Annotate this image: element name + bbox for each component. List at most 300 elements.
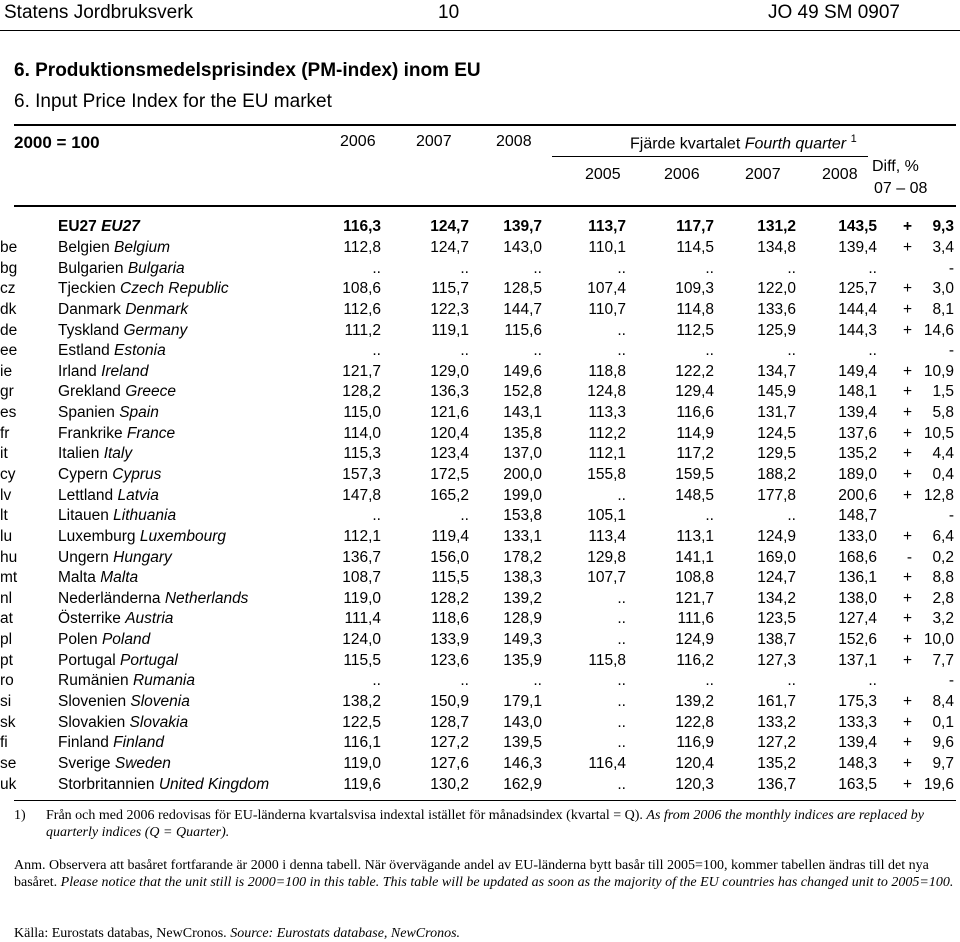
annual-2008-value: 146,3 <box>503 754 542 772</box>
country-code: cz <box>0 280 16 298</box>
annual-2007-value: .. <box>460 507 469 525</box>
q4-2005-value: .. <box>617 342 626 360</box>
diff-sign: + <box>902 775 912 793</box>
table-row <box>0 217 954 238</box>
country-name <box>58 341 331 362</box>
diff-value: 6,4 <box>932 527 954 545</box>
q4-2008-value: 127,4 <box>838 610 877 628</box>
country-name-swedish: Sverige <box>58 754 111 772</box>
q4-2007-value: 136,7 <box>757 775 796 793</box>
q4-2007-value: 161,7 <box>757 693 796 711</box>
diff-value: 9,6 <box>932 734 954 752</box>
q4-2007-value: 127,2 <box>757 734 796 752</box>
annual-2006-value: 112,6 <box>343 300 381 318</box>
q4-2008-value: 149,4 <box>838 362 877 380</box>
quarter-year-2007: 2007 <box>745 166 781 183</box>
q4-2007-value: 188,2 <box>757 466 796 483</box>
annual-2008-value: 153,8 <box>503 507 542 525</box>
diff-value: 2,8 <box>932 589 954 607</box>
country-name-swedish: Italien <box>58 445 100 463</box>
q4-2008-value: .. <box>868 259 877 277</box>
q4-2008-value: 148,1 <box>838 383 877 401</box>
country-name <box>58 568 331 589</box>
annual-2008-value: .. <box>533 259 542 277</box>
q4-2005-value: .. <box>617 259 626 277</box>
country-code <box>0 217 58 238</box>
header-bottom-rule <box>14 205 956 207</box>
annual-2007-value: 128,7 <box>430 713 469 731</box>
annual-2006-value: 115,0 <box>343 404 381 422</box>
diff-sign: + <box>902 383 912 401</box>
q4-2006-value: 129,4 <box>675 383 714 401</box>
table-row <box>0 630 954 651</box>
annual-2006-value: .. <box>372 672 381 690</box>
q4-2005-value: .. <box>617 734 626 752</box>
country-name-english: Latvia <box>117 486 159 504</box>
diff-sign: + <box>902 527 912 545</box>
diff-sign: + <box>902 610 912 628</box>
quarter-heading-swedish: Fjärde kvartalet <box>630 135 741 153</box>
country-name <box>58 547 331 568</box>
q4-2005-value: 113,3 <box>588 404 626 422</box>
annual-2007-value: 165,2 <box>430 486 469 504</box>
diff-sign: + <box>902 466 912 483</box>
footnote-text-swedish: Från och med 2006 redovisas för EU-länderna kvartalsvisa indextal istället för månadsindex (kvartal = Q). <box>46 808 643 823</box>
country-name-swedish: Storbritannien <box>58 775 155 793</box>
country-name-english: Sweden <box>114 754 171 772</box>
footnote-1 <box>14 807 958 841</box>
country-name <box>58 258 331 279</box>
annual-2007-value: 133,9 <box>430 631 469 649</box>
annual-2007-value: 172,5 <box>430 466 469 483</box>
diff-sign: + <box>902 754 912 772</box>
country-name-english: Malta <box>100 569 139 587</box>
q4-2008-value: 168,6 <box>838 548 877 566</box>
annual-2008-value: 143,0 <box>503 238 542 256</box>
q4-2007-value: .. <box>787 259 796 277</box>
country-name-swedish: Slovenien <box>58 693 127 711</box>
annual-2008-value: 178,2 <box>503 548 542 566</box>
q4-2008-value: 148,7 <box>838 507 877 525</box>
q4-2008-value: 144,3 <box>838 321 877 339</box>
quarter-year-2008: 2008 <box>822 166 858 183</box>
diff-sign <box>877 258 912 279</box>
table-row <box>0 341 954 362</box>
q4-2005-value: .. <box>617 775 626 793</box>
country-name-swedish: Grekland <box>58 383 121 401</box>
diff-value: 3,0 <box>932 280 954 298</box>
annual-2008-value: 179,1 <box>503 693 542 711</box>
country-code: se <box>0 754 17 772</box>
country-code: ee <box>0 342 18 360</box>
table-row <box>0 547 954 568</box>
diff-value: - <box>948 342 954 360</box>
annual-2007-value: 150,9 <box>430 693 469 711</box>
q4-2006-value: 148,5 <box>675 486 714 504</box>
diff-value: 10,5 <box>923 424 954 442</box>
country-name-english: Cyprus <box>112 466 162 483</box>
q4-2005-value: .. <box>617 672 626 690</box>
diff-sign: + <box>902 713 912 731</box>
country-name-swedish: Finland <box>58 734 109 752</box>
q4-2006-value: 117,2 <box>676 445 714 463</box>
annual-2008-value: 135,8 <box>503 424 542 442</box>
table-row <box>0 692 954 713</box>
country-name <box>58 650 331 671</box>
header-report-code: JO 49 SM 0907 <box>767 2 900 23</box>
annual-2006-value: 115,5 <box>343 651 381 669</box>
table-row <box>0 589 954 610</box>
q4-2005-value: 115,8 <box>588 651 626 669</box>
country-name <box>58 485 331 506</box>
annual-2007-value: 115,7 <box>431 280 469 298</box>
country-name-english: Portugal <box>120 651 178 669</box>
annual-2006-value: .. <box>372 342 381 360</box>
q4-2008-value: 133,0 <box>838 527 877 545</box>
country-name-swedish: Ungern <box>58 548 109 566</box>
diff-value: 14,6 <box>923 321 954 339</box>
country-name-swedish: Tjeckien <box>58 280 116 298</box>
country-name <box>58 423 331 444</box>
country-name-english: Greece <box>125 383 177 401</box>
q4-2008-value: 135,2 <box>838 445 877 463</box>
diff-sign: + <box>902 362 912 380</box>
diff-value: 0,4 <box>932 466 954 483</box>
country-name-english: EU27 <box>101 218 140 236</box>
country-code: dk <box>0 300 17 318</box>
table-bottom-rule <box>14 800 956 801</box>
price-index-table <box>0 217 954 795</box>
table-row <box>0 403 954 424</box>
diff-value: 8,8 <box>932 569 954 587</box>
q4-2006-value: 122,2 <box>675 362 714 380</box>
annual-2006-value: 157,3 <box>342 466 381 483</box>
diff-sign: + <box>902 631 912 649</box>
diff-value: 10,9 <box>923 362 954 380</box>
q4-2006-value: 113,1 <box>676 527 714 545</box>
diff-sign <box>877 341 912 362</box>
annual-year-2008: 2008 <box>496 133 532 150</box>
q4-2007-value: 131,7 <box>757 404 796 422</box>
annual-2006-value: .. <box>372 507 381 525</box>
annual-2008-value: 139,5 <box>503 734 542 752</box>
annual-2006-value: 111,2 <box>344 321 381 339</box>
q4-2006-value: 108,8 <box>675 569 714 587</box>
q4-2006-value: 120,4 <box>675 754 714 772</box>
diff-value: 0,2 <box>932 548 954 566</box>
q4-2007-value: .. <box>787 672 796 690</box>
q4-2005-value: 105,1 <box>587 507 626 525</box>
annual-2007-value: 119,1 <box>431 321 469 339</box>
annual-2006-value: 115,3 <box>343 445 381 463</box>
q4-2008-value: 139,4 <box>838 734 877 752</box>
diff-value: 8,1 <box>932 300 954 318</box>
annual-2008-value: 139,7 <box>503 218 542 236</box>
country-code: sk <box>0 713 16 731</box>
q4-2008-value: 163,5 <box>838 775 877 793</box>
table-row <box>0 423 954 444</box>
country-code: es <box>0 404 17 422</box>
country-name-swedish: Litauen <box>58 507 109 525</box>
country-name-english: Denmark <box>125 300 189 318</box>
table-row <box>0 238 954 259</box>
diff-value: 4,4 <box>932 445 954 463</box>
annual-2008-value: 115,6 <box>504 321 542 339</box>
country-name <box>58 465 331 486</box>
q4-2008-value: .. <box>868 672 877 690</box>
country-name <box>58 506 331 527</box>
table-row <box>0 650 954 671</box>
annual-2006-value: 112,8 <box>343 238 381 256</box>
annual-2007-value: .. <box>460 259 469 277</box>
q4-2007-value: 124,7 <box>757 569 796 587</box>
quarter-heading-english: Fourth quarter <box>744 135 847 153</box>
q4-2007-value: 125,9 <box>757 321 796 339</box>
annual-2007-value: .. <box>460 342 469 360</box>
country-name-swedish: Belgien <box>58 238 110 256</box>
q4-2006-value: .. <box>705 507 714 525</box>
annual-2006-value: 138,2 <box>342 693 381 711</box>
annual-2008-value: 133,1 <box>503 527 542 545</box>
q4-2006-value: 112,5 <box>676 321 714 339</box>
diff-value: 9,3 <box>932 218 954 236</box>
annual-2006-value: 147,8 <box>342 486 381 504</box>
annual-2008-value: 135,9 <box>503 651 542 669</box>
diff-value: 5,8 <box>932 404 954 422</box>
q4-2006-value: 124,9 <box>675 631 714 649</box>
diff-value: - <box>948 507 954 525</box>
q4-2005-value: 113,4 <box>588 527 626 545</box>
diff-value: 9,7 <box>932 754 954 772</box>
annual-2006-value: 116,1 <box>343 734 381 752</box>
country-code: bg <box>0 259 18 277</box>
country-code: nl <box>0 589 13 607</box>
annual-2007-value: 130,2 <box>430 775 469 793</box>
country-name-swedish: Cypern <box>58 466 108 483</box>
country-name-english: Poland <box>101 631 151 649</box>
country-name-swedish: Tyskland <box>58 321 120 339</box>
diff-value: 8,4 <box>932 693 954 711</box>
country-code: pl <box>0 631 13 649</box>
country-code: at <box>0 610 13 628</box>
quarter-subheader-rule <box>552 156 868 157</box>
annual-2008-value: 128,9 <box>503 610 542 628</box>
annual-2006-value: 119,0 <box>343 754 381 772</box>
country-code: de <box>0 321 18 339</box>
diff-sign: + <box>902 486 912 504</box>
q4-2007-value: 124,9 <box>757 527 796 545</box>
annual-2006-value: 108,6 <box>342 280 381 298</box>
country-name-swedish: Lettland <box>58 486 114 504</box>
table-row <box>0 444 954 465</box>
diff-sign: + <box>902 445 912 463</box>
diff-value: 19,6 <box>923 775 954 793</box>
q4-2005-value: .. <box>617 486 626 504</box>
diff-value: 0,1 <box>932 713 954 731</box>
annual-2007-value: 156,0 <box>430 548 469 566</box>
annual-2008-value: 199,0 <box>503 486 542 504</box>
q4-2007-value: 138,7 <box>757 631 796 649</box>
country-name-swedish: Irland <box>58 362 97 380</box>
q4-2008-value: 143,5 <box>838 218 877 236</box>
diff-sign: + <box>902 300 912 318</box>
country-name-swedish: Nederländerna <box>58 589 161 607</box>
table-row <box>0 527 954 548</box>
q4-2008-value: 189,0 <box>838 466 877 483</box>
q4-2005-value: .. <box>617 321 626 339</box>
q4-2005-value: 110,7 <box>588 300 626 318</box>
q4-2006-value: 114,8 <box>676 300 714 318</box>
table-row <box>0 712 954 733</box>
q4-2007-value: 145,9 <box>757 383 796 401</box>
country-name-swedish: Polen <box>58 631 98 649</box>
country-name <box>58 630 331 651</box>
q4-2005-value: 107,7 <box>587 569 626 587</box>
table-row <box>0 568 954 589</box>
country-name <box>58 403 331 424</box>
country-name <box>58 692 331 713</box>
q4-2006-value: 139,2 <box>675 693 714 711</box>
q4-2005-value: .. <box>617 589 626 607</box>
footnote-body <box>46 807 958 841</box>
annual-2006-value: 111,4 <box>344 610 381 628</box>
country-name <box>58 300 331 321</box>
q4-2006-value: 121,7 <box>675 589 714 607</box>
q4-2008-value: 175,3 <box>838 693 877 711</box>
country-code: ie <box>0 362 13 380</box>
annual-2007-value: 124,7 <box>430 238 469 256</box>
country-name-english: Belgium <box>114 238 171 256</box>
header-divider <box>0 30 960 31</box>
q4-2006-value: 117,7 <box>676 218 714 236</box>
q4-2008-value: 137,6 <box>838 424 877 442</box>
country-name <box>58 712 331 733</box>
diff-sign: - <box>906 548 912 566</box>
q4-2006-value: 116,9 <box>676 734 714 752</box>
country-name-english: Slovenia <box>130 693 190 711</box>
table-row <box>0 320 954 341</box>
annual-2006-value: 114,0 <box>343 424 381 442</box>
country-name-english: Netherlands <box>164 589 249 607</box>
country-name-english: Ireland <box>101 362 149 380</box>
table-top-rule <box>14 124 956 126</box>
country-name-swedish: Estland <box>58 342 110 360</box>
diff-value: - <box>948 672 954 690</box>
diff-value: 3,4 <box>932 238 954 256</box>
diff-sign: + <box>902 404 912 422</box>
annual-2008-value: 200,0 <box>503 466 542 483</box>
table-row <box>0 671 954 692</box>
q4-2006-value: 116,6 <box>676 404 714 422</box>
source-line <box>14 925 958 942</box>
country-name-english: Finland <box>113 734 164 752</box>
annual-2007-value: 121,6 <box>430 404 469 422</box>
annual-year-2006: 2006 <box>340 133 376 150</box>
annual-2006-value: 119,6 <box>343 775 381 793</box>
country-name-english: Estonia <box>114 342 166 360</box>
q4-2007-value: .. <box>787 342 796 360</box>
q4-2005-value: .. <box>617 631 626 649</box>
annual-2007-value: 123,6 <box>430 651 469 669</box>
diff-value: - <box>948 259 954 277</box>
country-name-swedish: Spanien <box>58 404 115 422</box>
q4-2006-value: 114,9 <box>676 424 714 442</box>
annual-2008-value: 149,6 <box>503 362 542 380</box>
country-name-english: Czech Republic <box>120 280 229 298</box>
diff-value: 3,2 <box>932 610 954 628</box>
q4-2005-value: 118,8 <box>588 362 626 380</box>
diff-sign: + <box>902 589 912 607</box>
diff-sign: + <box>902 693 912 711</box>
annual-2007-value: 123,4 <box>430 445 469 463</box>
diff-sign: + <box>902 424 912 442</box>
q4-2005-value: .. <box>617 610 626 628</box>
q4-2006-value: .. <box>705 259 714 277</box>
q4-2007-value: 169,0 <box>757 548 796 566</box>
diff-sign <box>877 671 912 692</box>
quarter-footnote-mark: 1 <box>850 133 857 145</box>
diff-value: 7,7 <box>932 651 954 669</box>
country-code: mt <box>0 569 18 587</box>
q4-2006-value: 109,3 <box>675 280 714 298</box>
annual-2007-value: 120,4 <box>430 424 469 442</box>
q4-2008-value: 139,4 <box>838 404 877 422</box>
annual-2008-value: 162,9 <box>503 775 542 793</box>
quarter-year-2006: 2006 <box>664 166 700 183</box>
country-code: cy <box>0 466 16 483</box>
annual-2007-value: 127,2 <box>430 734 469 752</box>
q4-2007-value: 124,5 <box>757 424 796 442</box>
country-name-swedish: Slovakien <box>58 713 126 731</box>
q4-2007-value: 123,5 <box>757 610 796 628</box>
country-name-swedish: Luxemburg <box>58 527 136 545</box>
table-title-english: 6. Input Price Index for the EU market <box>14 91 332 112</box>
annual-2007-value: 128,2 <box>430 589 469 607</box>
q4-2006-value: 111,6 <box>677 610 714 628</box>
q4-2007-value: 129,5 <box>757 445 796 463</box>
q4-2007-value: .. <box>787 507 796 525</box>
country-name-english: France <box>126 424 176 442</box>
diff-label: Diff, % <box>872 158 919 175</box>
q4-2007-value: 127,3 <box>757 651 796 669</box>
q4-2006-value: 116,2 <box>676 651 714 669</box>
annual-2008-value: 137,0 <box>503 445 542 463</box>
country-name-swedish: Malta <box>58 569 96 587</box>
country-name <box>58 444 331 465</box>
country-name <box>58 320 331 341</box>
country-name-swedish: EU27 <box>58 218 97 236</box>
q4-2008-value: 200,6 <box>838 486 877 504</box>
annual-2007-value: 127,6 <box>430 754 469 772</box>
q4-2007-value: 177,8 <box>757 486 796 504</box>
q4-2007-value: 131,2 <box>757 218 796 236</box>
q4-2005-value: 107,4 <box>587 280 626 298</box>
q4-2008-value: 138,0 <box>838 589 877 607</box>
country-name <box>58 733 331 754</box>
country-name <box>58 361 331 382</box>
country-code: pt <box>0 651 13 669</box>
q4-2007-value: 135,2 <box>757 754 796 772</box>
country-code: lt <box>0 507 8 525</box>
country-name <box>58 527 331 548</box>
table-row <box>0 609 954 630</box>
annual-2008-value: .. <box>533 672 542 690</box>
table-row <box>0 733 954 754</box>
q4-2007-value: 133,2 <box>757 713 796 731</box>
annual-2008-value: 143,1 <box>503 404 542 422</box>
annual-2006-value: 124,0 <box>342 631 381 649</box>
country-name-english: Rumania <box>132 672 195 690</box>
